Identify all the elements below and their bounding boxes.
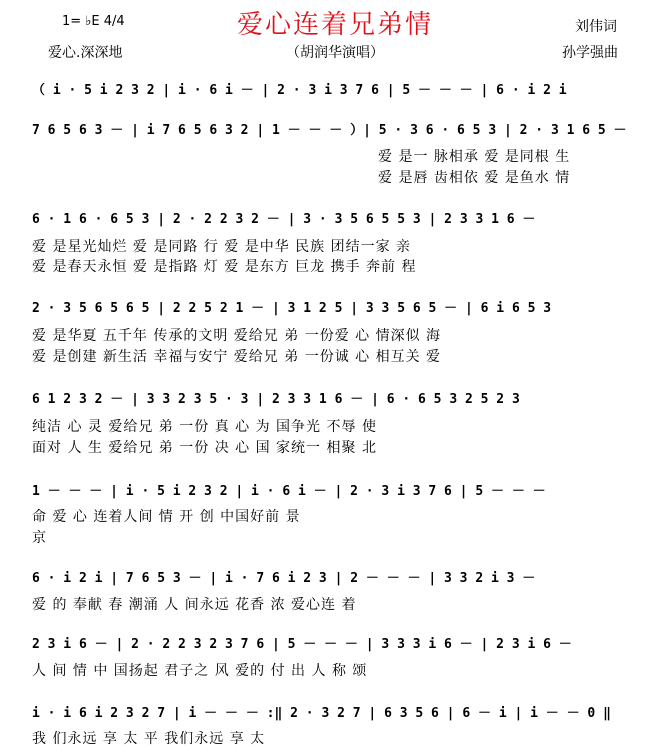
- lyric-line-2a: 爱 是一 脉相承 爱 是同根 生: [378, 149, 571, 165]
- lyric-line-2b: 爱 是唇 齿相依 爱 是鱼水 情: [378, 170, 571, 186]
- lyric-line-5a: 纯洁 心 灵 爱给兄 弟 一份 真 心 为 国争光 不辱 使: [32, 419, 377, 435]
- lyric-line-7a: 爱 的 奉献 春 潮涌 人 间永远 花香 浓 爱心连 着: [32, 597, 357, 613]
- lyric-line-5b: 面对 人 生 爱给兄 弟 一份 决 心 国 家统一 相聚 北: [32, 440, 377, 456]
- notation-line-4: 2 · 3 5 6 5 6 5 | 2 2 5 2 1 － | 3 1 2 5 | 3 3 5 6 5 － | 6 i 6 5 3: [32, 301, 552, 316]
- lyric-line-3a: 爱 是星光灿烂 爱 是同路 行 爱 是中华 民族 团结一家 亲: [32, 239, 412, 255]
- lyricist-credit: 刘伟词: [575, 19, 617, 35]
- lyric-line-8a: 人 间 情 中 国扬起 君子之 风 爱的 付 出 人 称 颂: [32, 663, 368, 679]
- composer-credit: 孙学强曲: [562, 45, 618, 61]
- notation-line-5: 6 1 2 3 2 － | 3 3 2 3 5 · 3 | 2 3 3 1 6 － | 6 · 6 5 3 2 5 2 3: [32, 392, 520, 407]
- notation-line-3: 6 · 1 6 · 6 5 3 | 2 · 2 2 3 2 － | 3 · 3 5 6 5 5 3 | 2 3 3 1 6 －: [32, 212, 536, 227]
- notation-line-2: 7 6 5 6 3 － | i 7 6 5 6 3 2 | 1 － － － ）| 5 · 3 6 · 6 5 3 | 2 · 3 1 6 5 －: [32, 123, 627, 138]
- tempo-marking: 爱心.深深地: [48, 45, 123, 61]
- notation-line-8: 2 3 i 6 － | 2 · 2 2 3 2 3 7 6 | 5 － － － | 3 3 3 i 6 － | 2 3 i 6 －: [32, 637, 572, 652]
- notation-line-6: 1 － － － | i · 5 i 2 3 2 | i · 6 i － | 2 · 3 i 3 7 6 | 5 － － －: [32, 484, 546, 499]
- notation-line-1: （ i · 5 i 2 3 2 | i · 6 i － | 2 · 3 i 3 7 6 | 5 － － － | 6 · i 2 i: [32, 83, 567, 98]
- notation-line-9: i · i 6 i 2 3 2 7 | i － － － :‖ 2 · 3 2 7 | 6 3 5 6 | 6 － i | i － － 0 ‖: [32, 706, 611, 721]
- lyric-line-6a: 命 爱 心 连着人间 情 开 创 中国好前 景: [32, 509, 301, 525]
- notation-line-7: 6 · i 2 i | 7 6 5 3 － | i · 7 6 i 2 3 | 2 － － － | 3 3 2 i 3 －: [32, 571, 536, 586]
- lyric-line-9a: 我 们永远 享 太 平 我们永远 享 太: [32, 731, 266, 747]
- lyric-line-6b: 京: [32, 530, 47, 546]
- key-signature: 1= ♭E 4/4: [62, 14, 125, 29]
- singer-credit: （胡润华演唱）: [286, 45, 384, 61]
- song-title: 爱心连着兄弟情: [236, 10, 433, 40]
- lyric-line-3b: 爱 是春天永恒 爱 是指路 灯 爱 是东方 巨龙 携手 奔前 程: [32, 259, 417, 275]
- lyric-line-4a: 爱 是华夏 五千年 传承的文明 爱给兄 弟 一份爱 心 情深似 海: [32, 328, 442, 344]
- lyric-line-4b: 爱 是创建 新生活 幸福与安宁 爱给兄 弟 一份诚 心 相互关 爱: [32, 349, 442, 365]
